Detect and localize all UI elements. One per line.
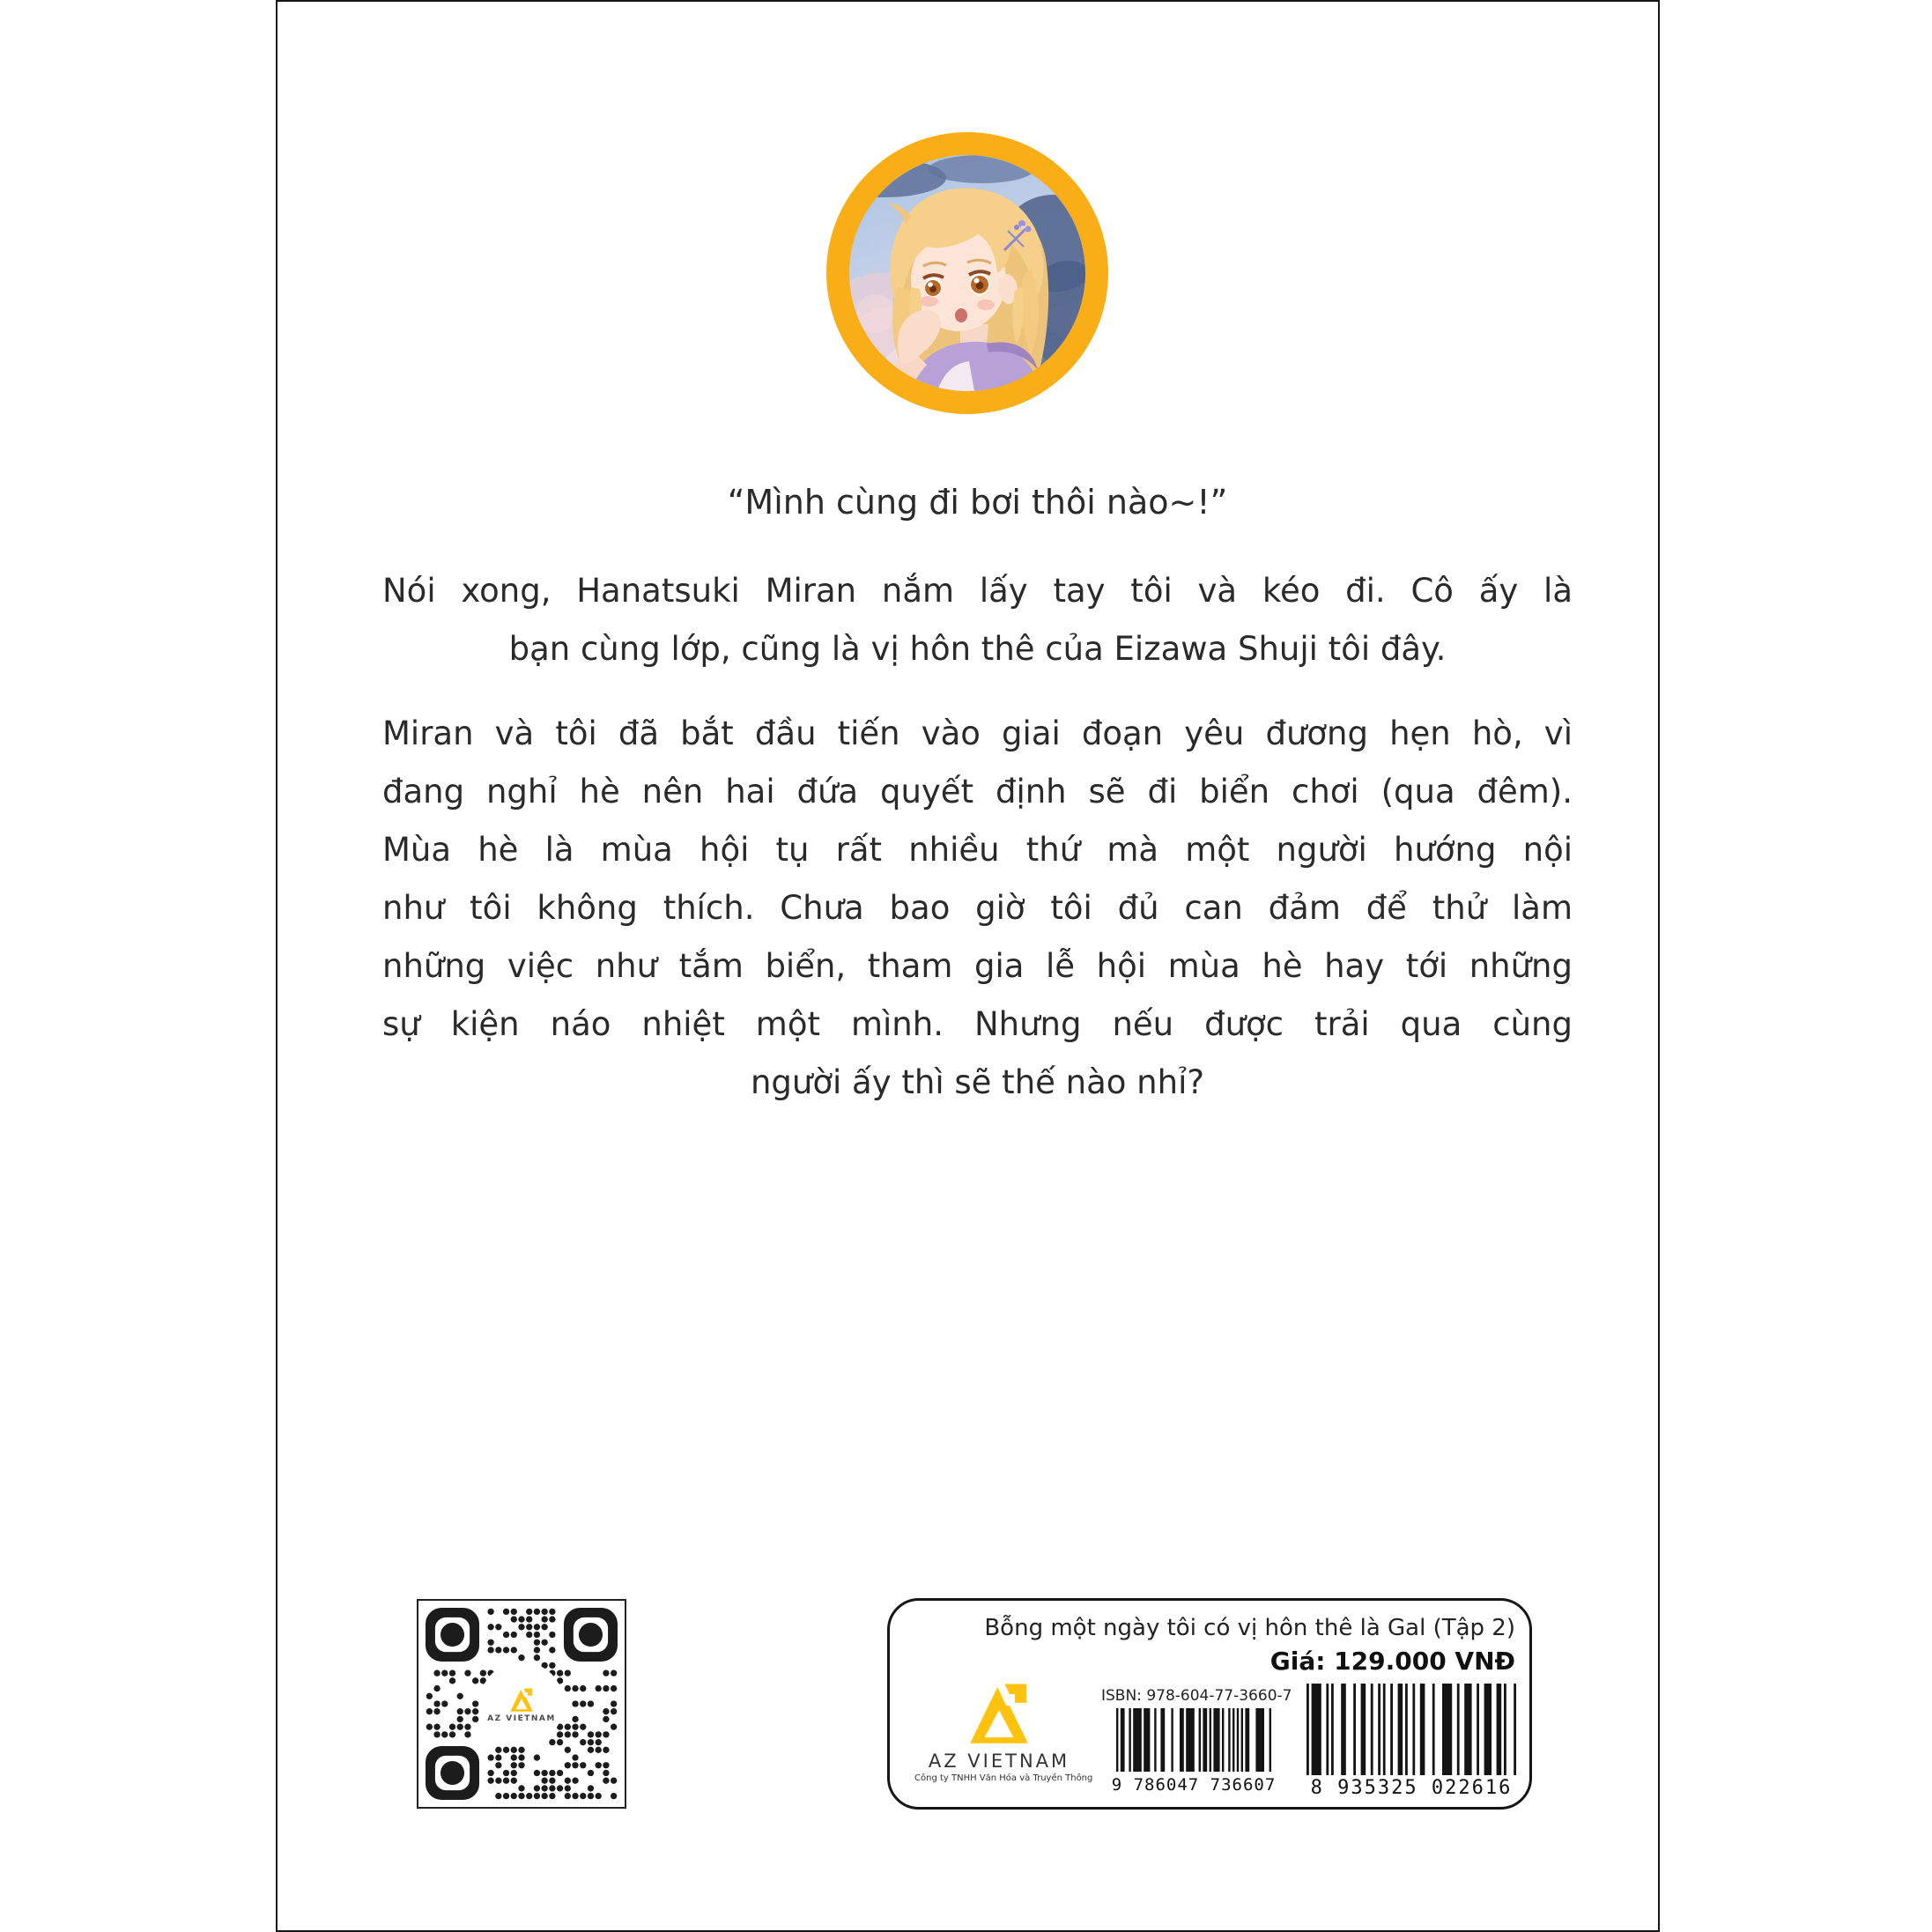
tagline-quote: “Mình cùng đi bơi thôi nào~!” [727, 483, 1228, 522]
synopsis-line: đang nghỉ hè nên hai đứa quyết định sẽ đi biển chơi (qua đêm). [382, 773, 1573, 811]
synopsis-line: sự kiện náo nhiệt một mình. Nhưng nếu được trải qua cùng [382, 1005, 1573, 1043]
price-label: Giá: 129.000 VNĐ [1269, 1647, 1515, 1676]
ean-digits: 8 935325 022616 [1310, 1777, 1513, 1799]
synopsis-line: Nói xong, Hanatsuki Miran nắm lấy tay tôi và kéo đi. Cô ấy là [382, 572, 1573, 610]
price-info-box [887, 1598, 1532, 1810]
publisher-block [914, 1677, 1093, 1783]
isbn-digits: 9 786047 736607 [1111, 1775, 1277, 1795]
synopsis-line: bạn cùng lớp, cũng là vị hôn thê của Eizawa Shuji tôi đây. [508, 630, 1447, 668]
isbn-barcode [1116, 1708, 1271, 1772]
publisher-name: AZ VIETNAM [928, 1751, 1070, 1772]
isbn-label: ISBN: 978-604-77-3660-7 [1101, 1687, 1292, 1705]
az-logo-icon [507, 1685, 536, 1712]
synopsis-line: Miran và tôi đã bắt đầu tiến vào giai đoạn yêu đương hẹn hò, vì [382, 714, 1573, 752]
isbn-block [1101, 1687, 1292, 1795]
qr-code [417, 1599, 626, 1809]
character-illustration [849, 155, 1085, 391]
character-avatar-ring [826, 132, 1108, 414]
qr-center-logo [479, 1662, 564, 1746]
back-cover-page [276, 0, 1660, 1932]
publisher-company: Công ty TNHH Văn Hóa và Truyền Thông [914, 1773, 1093, 1783]
synopsis-paragraph-2 [382, 705, 1573, 1112]
synopsis-line: người ấy thì sẽ thế nào nhỉ? [750, 1063, 1205, 1101]
book-title: Bỗng một ngày tôi có vị hôn thê là Gal (Tập 2) [984, 1615, 1515, 1641]
synopsis-line: Mùa hè là mùa hội tụ rất nhiều thứ mà một người hướng nội [382, 831, 1573, 869]
synopsis-paragraph-1 [382, 562, 1573, 678]
ean-block [1304, 1684, 1519, 1799]
az-logo-icon [963, 1677, 1035, 1743]
ean-barcode [1307, 1684, 1516, 1775]
synopsis-line: như tôi không thích. Chưa bao giờ tôi đủ can đảm để thử làm [382, 889, 1573, 927]
synopsis-line: những việc như tắm biển, tham gia lễ hội mùa hè hay tới những [382, 947, 1573, 985]
qr-center-label: AZ VIETNAM [487, 1714, 556, 1723]
